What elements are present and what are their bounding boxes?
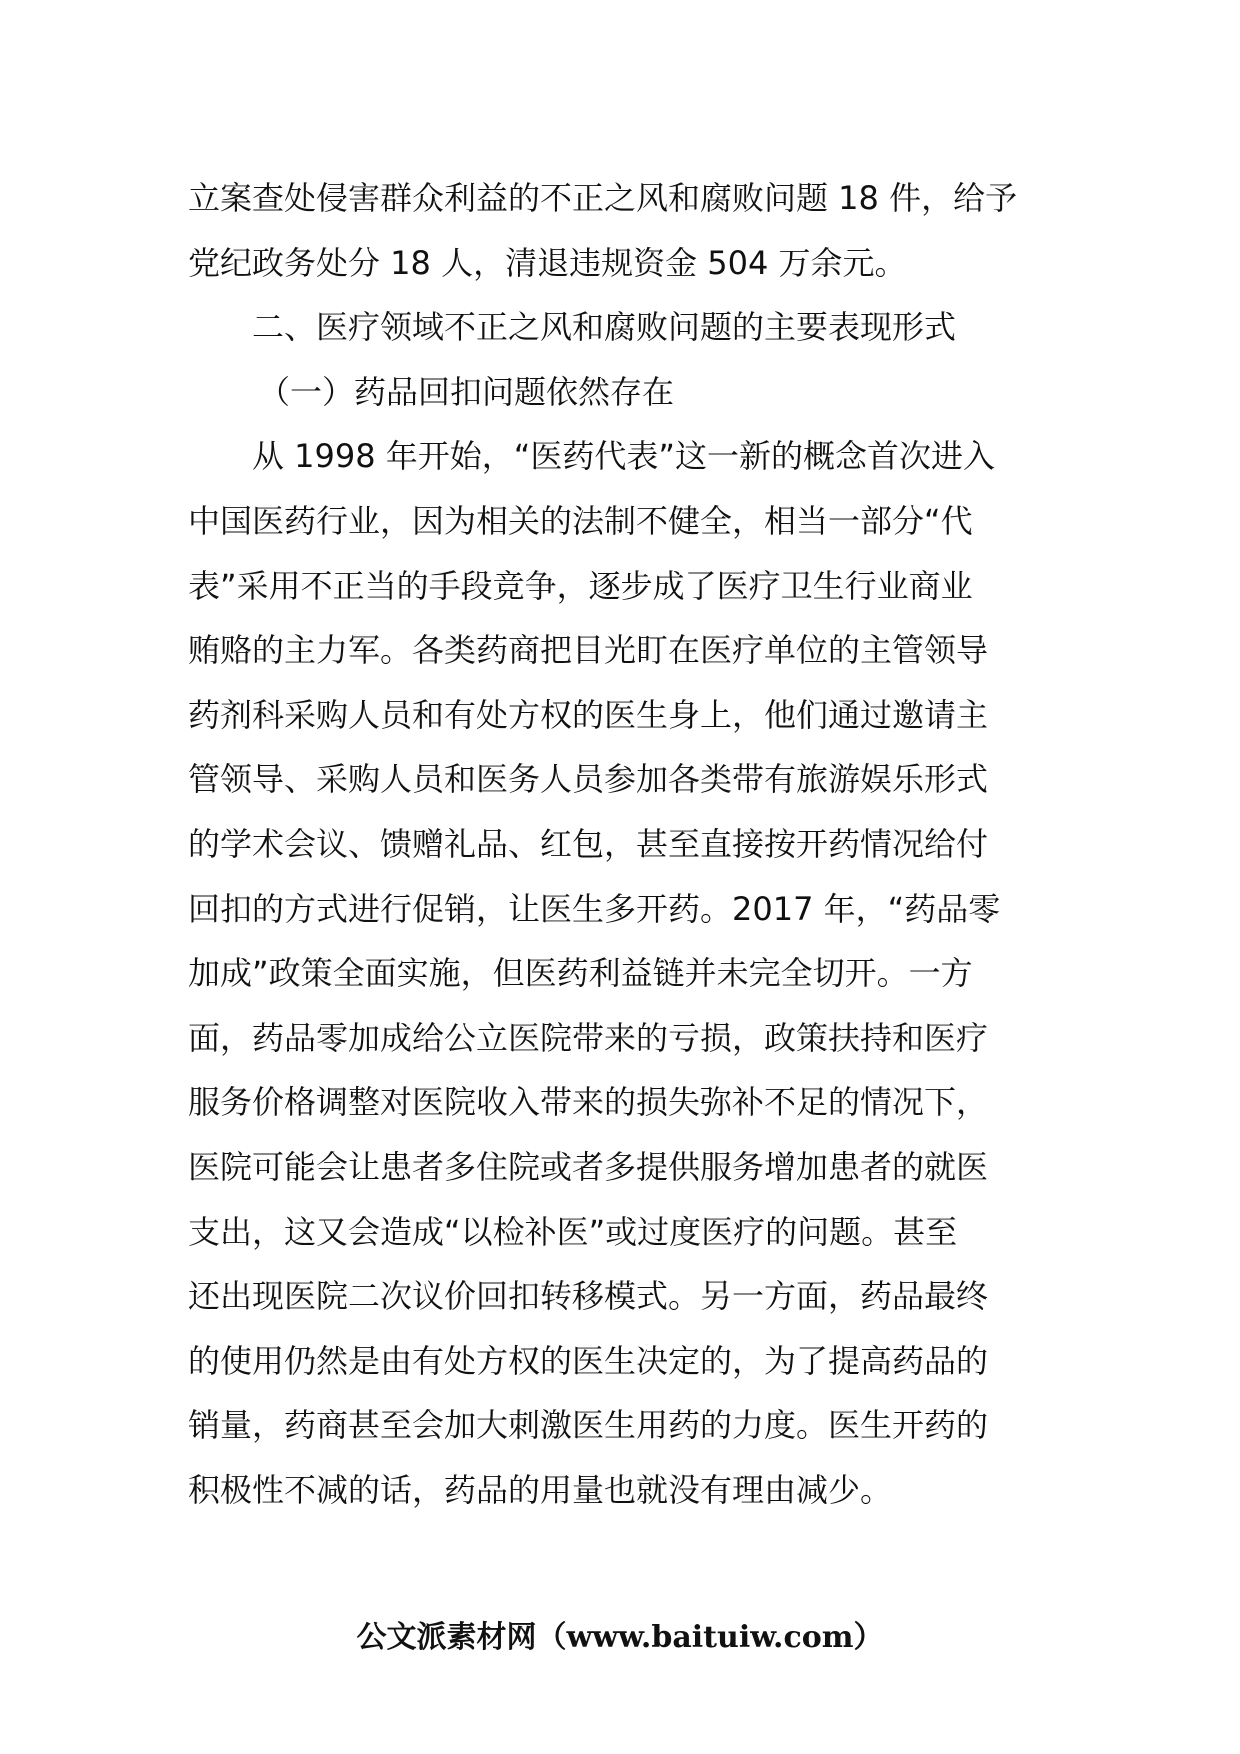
body-line: 加成”政策全面实施，但医药利益链并未完全切开。一方 [188, 954, 973, 993]
body-line: 表”采用不正当的手段竞争，逐步成了医疗卫生行业商业 [188, 566, 973, 605]
body-line: 支出，这又会造成“以检补医”或过度医疗的问题。甚至 [188, 1212, 958, 1251]
section-heading: 二、医疗领域不正之风和腐败问题的主要表现形式 [252, 308, 957, 347]
body-line: 的学术会议、馈赠礼品、红包，甚至直接按开药情况给付 [188, 824, 989, 863]
body-line: 立案查处侵害群众利益的不正之风和腐败问题 18 件，给予 [188, 179, 1018, 217]
paragraph-first-line: 从 1998 年开始，“医药代表”这一新的概念首次进入 [252, 437, 995, 476]
body-line: 回扣的方式进行促销，让医生多开药。2017 年，“药品零 [188, 889, 1001, 928]
body-line: 中国医药行业，因为相关的法制不健全，相当一部分“代 [188, 501, 973, 540]
body-line: 销量，药商甚至会加大刺激医生用药的力度。医生开药的 [188, 1406, 989, 1445]
body-line: 药剂科采购人员和有处方权的医生身上，他们通过邀请主 [188, 695, 989, 734]
body-line: 服务价格调整对医院收入带来的损失弥补不足的情况下， [188, 1083, 989, 1122]
body-line: 医院可能会让患者多住院或者多提供服务增加患者的就医 [188, 1147, 989, 1186]
body-line: 积极性不减的话，药品的用量也就没有理由减少。 [188, 1470, 893, 1509]
footer-watermark: 公文派素材网（www.baituiw.com） [356, 1620, 884, 1655]
document-body [188, 166, 1056, 1522]
body-line: 管领导、采购人员和医务人员参加各类带有旅游娱乐形式 [188, 760, 989, 799]
body-line: 党纪政务处分 18 人，清退违规资金 504 万余元。 [188, 243, 907, 282]
body-line: 还出现医院二次议价回扣转移模式。另一方面，药品最终 [188, 1277, 989, 1316]
body-line: 贿赂的主力军。各类药商把目光盯在医疗单位的主管领导 [188, 631, 989, 670]
body-line: 面，药品零加成给公立医院带来的亏损，政策扶持和医疗 [188, 1018, 989, 1057]
body-line: 的使用仍然是由有处方权的医生决定的，为了提高药品的 [188, 1341, 989, 1380]
subsection-heading: （一）药品回扣问题依然存在 [258, 372, 675, 411]
